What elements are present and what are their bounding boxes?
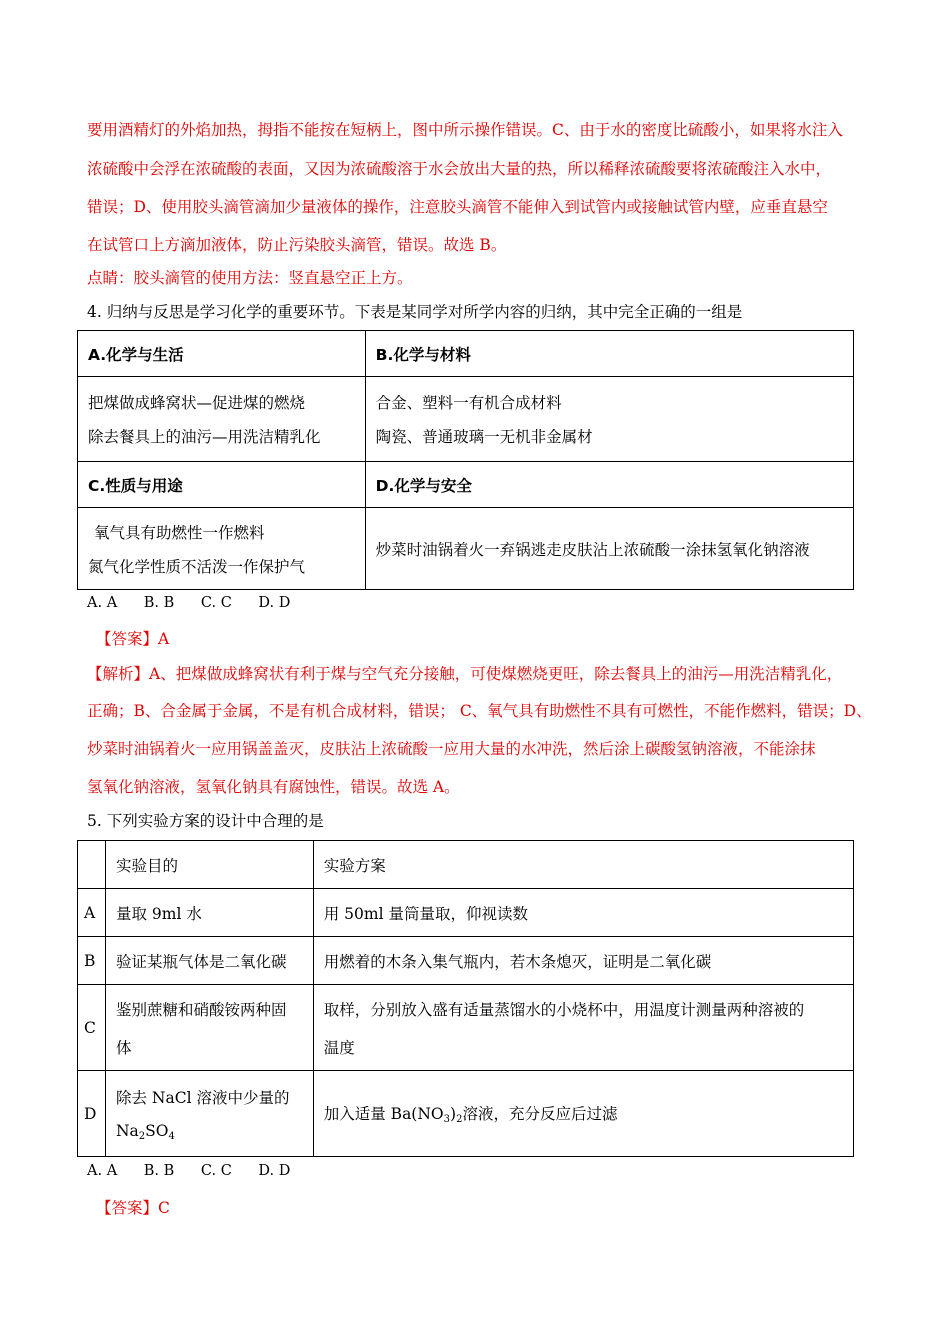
option-a: A. A (87, 595, 118, 611)
cell-line: 合金、塑料一有机合成材料 (375, 394, 562, 412)
row-plan: 用燃着的木条入集气瓶内，若木条熄灭，证明是二氧化碳 (313, 937, 853, 985)
formula-part: SO (145, 1121, 169, 1140)
cell-c-title: C.性质与用途 (78, 462, 366, 508)
cell-d-body (365, 508, 853, 590)
formula-subscript: 4 (168, 1130, 175, 1142)
explanation-line: 在试管口上方滴加液体，防止污染胶头滴管，错误。故选 B。 (87, 236, 507, 254)
explanation-line: 正确；B、合金属于金属，不是有机合成材料，错误； C、氧气具有助燃性不具有可燃性，不能作燃料，错误；D、 (87, 702, 872, 720)
header-blank (78, 841, 106, 889)
explanation-line: 【解析】A、把煤做成蜂窝状有利于煤与空气充分接触，可使煤燃烧更旺，除去餐具上的油污—用洗洁精乳化， (87, 665, 843, 683)
row-key: A (78, 889, 106, 937)
cell-line: 炒菜时油锅着火一弃锅逃走皮肤沾上浓硫酸一涂抹氢氧化钠溶液 (375, 540, 810, 559)
header-plan: 实验方案 (313, 841, 853, 889)
option-d: D. D (258, 595, 291, 611)
formula-subscript: 3 (443, 1114, 451, 1125)
q5-answer: 【答案】C (96, 1199, 170, 1217)
option-a: A. A (87, 1163, 118, 1179)
formula-part: 溶液，充分反应后过滤 (462, 1105, 618, 1123)
option-b: B. B (143, 1163, 175, 1179)
row-goal: 验证某瓶气体是二氧化碳 (105, 937, 313, 985)
cell-line: 陶瓷、普通玻璃一无机非金属材 (375, 428, 593, 446)
question-5-stem: 5. 下列实验方案的设计中合理的是 (87, 812, 324, 830)
cell-a-body (78, 377, 366, 462)
row-key: C (78, 985, 106, 1071)
row-key: B (78, 937, 106, 985)
q4-table (77, 330, 854, 590)
row-plan (313, 1071, 853, 1157)
option-c: C. C (200, 595, 232, 611)
option-c: C. C (200, 1163, 232, 1179)
formula-part: Na (115, 1121, 139, 1140)
q4-answer: 【答案】A (96, 630, 170, 648)
q4-options (87, 595, 312, 611)
chemical-formula (116, 1122, 303, 1142)
cell-line: 鉴别蔗糖和硝酸铵两种固 (115, 1000, 287, 1019)
header-goal: 实验目的 (105, 841, 313, 889)
explanation-line: 氢氧化钠溶液，氢氧化钠具有腐蚀性，错误。故选 A。 (87, 778, 460, 796)
explanation-line: 要用酒精灯的外焰加热，拇指不能按在短柄上，图中所示操作错误。C、由于水的密度比硫酸小，如果将水注入 (87, 121, 843, 139)
cell-line: 除去 NaCl 溶液中少量的 (115, 1088, 290, 1107)
option-d: D. D (258, 1163, 291, 1179)
tip-line: 点睛：胶头滴管的使用方法：竖直悬空正上方。 (87, 269, 413, 287)
cell-line: 取样，分别放入盛有适量蒸馏水的小烧杯中，用温度计测量两种溶被的 (323, 1000, 805, 1019)
row-goal (105, 1071, 313, 1157)
cell-d-title: D.化学与安全 (365, 462, 853, 508)
explanation-line: 炒菜时油锅着火一应用锅盖盖灭，皮肤沾上浓硫酸一应用大量的水冲洗，然后涂上碳酸氢钠溶液，不能涂抹 (87, 740, 816, 758)
option-b: B. B (143, 595, 175, 611)
formula-subscript: 2 (456, 1114, 463, 1125)
cell-b-body (365, 377, 853, 462)
formula-part: ) (450, 1105, 457, 1123)
row-goal (105, 985, 313, 1071)
cell-c-body (78, 508, 366, 590)
row-plan: 用 50ml 量筒量取，仰视读数 (313, 889, 853, 937)
cell-line: 氮气化学性质不活泼一作保护气 (88, 557, 306, 576)
q5-options (87, 1163, 312, 1179)
explanation-line: 错误；D、使用胶头滴管滴加少量液体的操作，注意胶头滴管不能伸入到试管内或接触试管内壁，应垂直悬空 (87, 198, 828, 216)
explanation-line: 浓硫酸中会浮在浓硫酸的表面，又因为浓硫酸溶于水会放出大量的热，所以稀释浓硫酸要将浓硫酸注入水中， (87, 160, 832, 178)
cell-line: 把煤做成蜂窝状—促进煤的燃烧 (88, 394, 306, 412)
cell-line: 氧气具有助燃性一作燃料 (94, 523, 265, 542)
cell-line: 温度 (323, 1038, 355, 1057)
cell-a-title: A.化学与生活 (78, 331, 366, 377)
row-goal: 量取 9ml 水 (105, 889, 313, 937)
row-key: D (78, 1071, 106, 1157)
cell-line: 除去餐具上的油污—用洗洁精乳化 (88, 428, 321, 446)
q5-table (77, 840, 854, 1157)
formula-part: 加入适量 Ba(NO (323, 1105, 444, 1123)
cell-line: 体 (115, 1038, 132, 1057)
cell-b-title: B.化学与材料 (365, 331, 853, 377)
row-plan (313, 985, 853, 1071)
question-4-stem: 4. 归纳与反思是学习化学的重要环节。下表是某同学对所学内容的归纳，其中完全正确的一组是 (87, 303, 743, 321)
formula-subscript: 2 (138, 1130, 146, 1142)
